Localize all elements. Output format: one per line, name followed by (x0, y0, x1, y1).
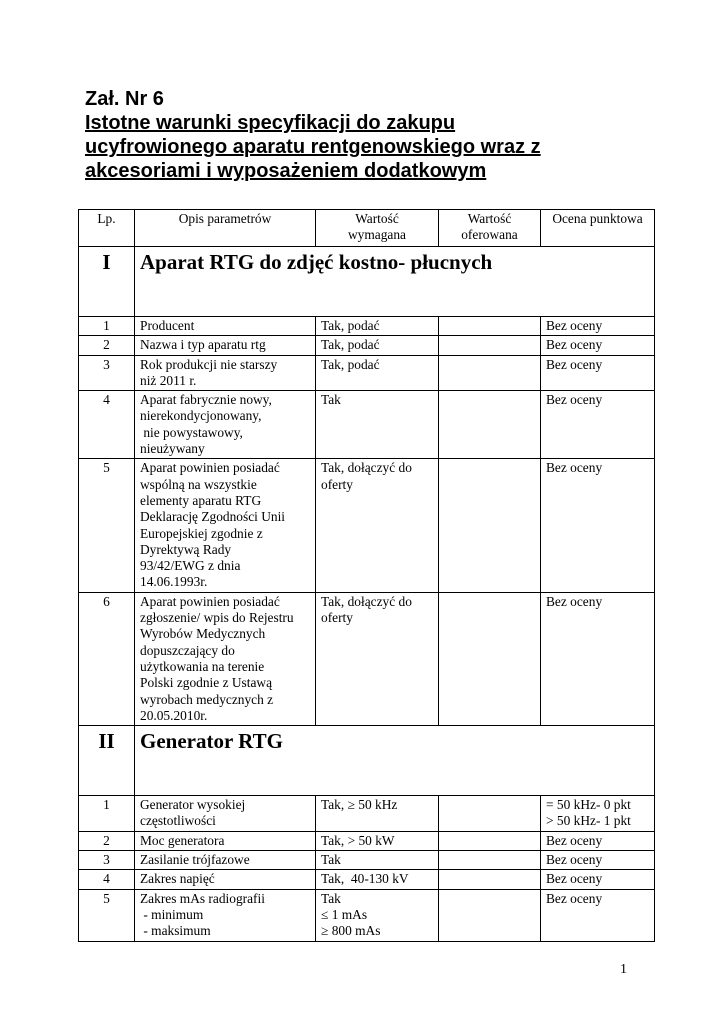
wymagana-line: Tak, dołączyć do (321, 460, 412, 476)
cell-ocena (541, 796, 655, 832)
section-title: Aparat RTG do zdjęć kostno- płucnych (135, 247, 655, 317)
cell-wymagana: Tak, podać (316, 355, 439, 391)
table-row (79, 851, 655, 870)
opis-line: niż 2011 r. (140, 372, 197, 388)
cell-ocena: Bez oceny (541, 592, 655, 725)
cell-oferowana[interactable] (439, 592, 541, 725)
title-line-2: ucyfrowionego aparatu rentgenowskiego wraz z (85, 136, 541, 158)
table-row (79, 796, 655, 832)
cell-ocena: Bez oceny (541, 851, 655, 870)
cell-oferowana[interactable] (439, 851, 541, 870)
opis-line: - minimum (140, 906, 204, 922)
cell-oferowana[interactable] (439, 796, 541, 832)
table-row (79, 459, 655, 592)
wymagana-line: oferty (321, 476, 353, 492)
opis-line: Europejskiej zgodnie z (140, 525, 263, 541)
opis-line: Aparat fabrycznie nowy, (140, 392, 272, 408)
table-row (79, 592, 655, 725)
opis-line: Generator wysokiej (140, 797, 246, 813)
cell-lp: 3 (79, 355, 135, 391)
table-row (79, 355, 655, 391)
opis-line: zgłoszenie/ wpis do Rejestru (140, 610, 294, 626)
opis-line: Deklarację Zgodności Unii (140, 509, 286, 525)
section-number: I (79, 247, 135, 317)
table-row (79, 889, 655, 941)
section-row (79, 247, 655, 317)
ocena-line: > 50 kHz- 1 pkt (546, 813, 631, 829)
cell-lp: 5 (79, 889, 135, 941)
cell-oferowana[interactable] (439, 317, 541, 336)
cell-wymagana: Tak, podać (316, 336, 439, 355)
cell-oferowana[interactable] (439, 391, 541, 459)
cell-ocena: Bez oceny (541, 459, 655, 592)
title-line-3: akcesoriami i wyposażeniem dodatkowym (85, 160, 487, 182)
document-heading (85, 87, 645, 183)
opis-line: 93/42/EWG z dnia (140, 558, 241, 574)
cell-ocena: Bez oceny (541, 889, 655, 941)
wymagana-line: ≤ 1 mAs (321, 906, 368, 922)
cell-oferowana[interactable] (439, 870, 541, 889)
opis-line: - maksimum (140, 923, 211, 939)
table-row (79, 391, 655, 459)
section-title: Generator RTG (135, 726, 655, 796)
cell-opis: Zakres napięć (135, 870, 316, 889)
cell-lp: 1 (79, 796, 135, 832)
cell-opis: Moc generatora (135, 831, 316, 850)
cell-lp: 5 (79, 459, 135, 592)
cell-opis (135, 889, 316, 941)
cell-wymagana: Tak, podać (316, 317, 439, 336)
table-row (79, 870, 655, 889)
cell-wymagana (316, 889, 439, 941)
wymagana-line: Tak, dołączyć do (321, 593, 412, 609)
opis-line: Polski zgodnie z Ustawą (140, 675, 273, 691)
cell-opis: Zasilanie trójfazowe (135, 851, 316, 870)
opis-line: Dyrektywą Rady (140, 541, 232, 557)
cell-oferowana[interactable] (439, 355, 541, 391)
header-ocena: Ocena punktowa (541, 210, 655, 247)
cell-lp: 3 (79, 851, 135, 870)
table-row (79, 831, 655, 850)
header-oferowana (439, 210, 541, 247)
header-oferowana-line-2: oferowana (461, 227, 518, 243)
cell-ocena: Bez oceny (541, 355, 655, 391)
cell-lp: 1 (79, 317, 135, 336)
cell-wymagana: Tak, ≥ 50 kHz (316, 796, 439, 832)
opis-line: elementy aparatu RTG (140, 492, 262, 508)
cell-oferowana[interactable] (439, 831, 541, 850)
opis-line: Wyrobów Medycznych (140, 626, 266, 642)
specification-table (78, 209, 655, 942)
header-oferowana-line-1: Wartość (467, 211, 512, 226)
section-number: II (79, 726, 135, 796)
opis-line: użytkowania na terenie (140, 658, 265, 674)
cell-wymagana: Tak, 40-130 kV (316, 870, 439, 889)
cell-opis (135, 459, 316, 592)
opis-line: nierekondycjonowany, (140, 408, 262, 424)
opis-line: Rok produkcji nie starszy (140, 356, 278, 372)
title-line-1: Istotne warunki specyfikacji do zakupu (85, 112, 456, 134)
wymagana-line: ≥ 800 mAs (321, 923, 381, 939)
opis-line: dopuszczający do (140, 642, 235, 658)
opis-line: Aparat powinien posiadać (140, 460, 280, 476)
cell-ocena: Bez oceny (541, 831, 655, 850)
cell-opis (135, 355, 316, 391)
cell-lp: 4 (79, 391, 135, 459)
cell-ocena: Bez oceny (541, 391, 655, 459)
cell-wymagana: Tak (316, 851, 439, 870)
opis-line: 14.06.1993r. (140, 574, 208, 590)
cell-opis: Nazwa i typ aparatu rtg (135, 336, 316, 355)
header-wymagana-line-2: wymagana (347, 227, 406, 243)
cell-ocena: Bez oceny (541, 317, 655, 336)
cell-wymagana (316, 459, 439, 592)
opis-line: nie powystawowy, (140, 424, 243, 440)
wymagana-line: Tak (321, 890, 341, 906)
cell-wymagana (316, 592, 439, 725)
attachment-label: Zał. Nr 6 (85, 88, 164, 110)
opis-line: Aparat powinien posiadać (140, 593, 280, 609)
cell-lp: 2 (79, 336, 135, 355)
cell-ocena: Bez oceny (541, 870, 655, 889)
opis-line: wspólną na wszystkie (140, 476, 257, 492)
cell-oferowana[interactable] (439, 889, 541, 941)
ocena-line: = 50 kHz- 0 pkt (546, 797, 631, 813)
cell-oferowana[interactable] (439, 459, 541, 592)
table-row (79, 336, 655, 355)
cell-opis: Producent (135, 317, 316, 336)
header-wymagana-line-1: Wartość (355, 211, 399, 226)
section-row (79, 726, 655, 796)
wymagana-line: oferty (321, 610, 353, 626)
table-header-row (79, 210, 655, 247)
opis-line: Zakres mAs radiografii (140, 890, 265, 906)
header-lp: Lp. (79, 210, 135, 247)
cell-wymagana: Tak, > 50 kW (316, 831, 439, 850)
cell-opis (135, 796, 316, 832)
page-number: 1 (620, 962, 627, 977)
cell-ocena: Bez oceny (541, 336, 655, 355)
opis-line: nieużywany (140, 441, 205, 457)
header-opis: Opis parametrów (135, 210, 316, 247)
cell-lp: 4 (79, 870, 135, 889)
cell-lp: 2 (79, 831, 135, 850)
cell-opis (135, 391, 316, 459)
cell-oferowana[interactable] (439, 336, 541, 355)
cell-wymagana: Tak (316, 391, 439, 459)
header-wymagana (316, 210, 439, 247)
cell-opis (135, 592, 316, 725)
table-row (79, 317, 655, 336)
opis-line: częstotliwości (140, 813, 216, 829)
opis-line: wyrobach medycznych z (140, 691, 274, 707)
cell-lp: 6 (79, 592, 135, 725)
opis-line: 20.05.2010r. (140, 707, 208, 723)
